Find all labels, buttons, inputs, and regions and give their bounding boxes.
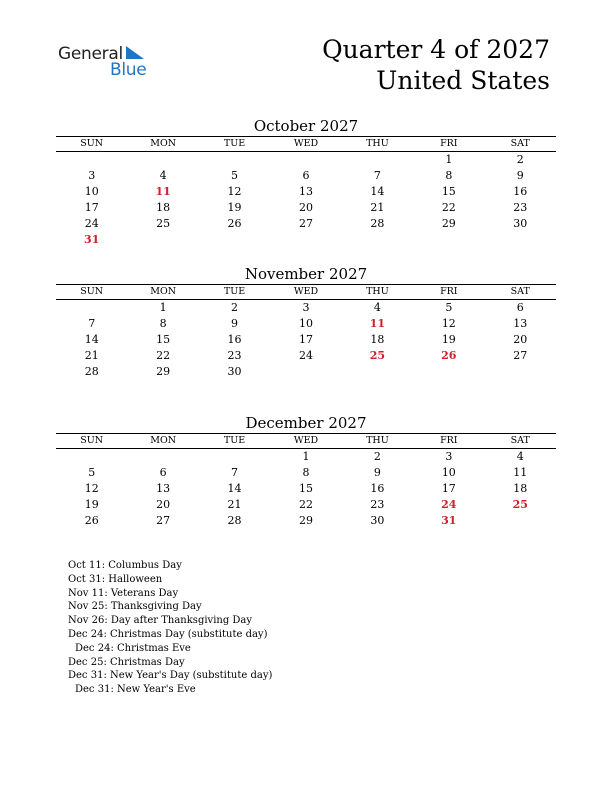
day-cell: 4 <box>159 169 167 182</box>
weekday-header: FRI <box>413 137 484 152</box>
day-cell <box>342 364 413 380</box>
day-cell: 7 <box>88 317 96 330</box>
day-cell: 21 <box>84 349 99 362</box>
day-cell: 22 <box>298 498 313 511</box>
calendar-grid <box>56 284 556 380</box>
logo-blue-text: Blue <box>110 60 147 80</box>
day-cell: 12 <box>227 185 242 198</box>
day-cell <box>56 449 127 466</box>
weekday-header: WED <box>270 285 341 300</box>
day-cell: 19 <box>441 333 456 346</box>
title-country: United States <box>376 66 550 95</box>
day-cell: 27 <box>298 217 313 230</box>
holiday-entry: Dec 24: Christmas Day (substitute day) <box>68 628 268 640</box>
day-cell: 20 <box>298 201 313 214</box>
day-cell: 18 <box>156 201 171 214</box>
day-cell: 4 <box>373 301 381 314</box>
day-cell <box>56 152 127 169</box>
day-cell: 6 <box>159 466 167 479</box>
week-row <box>56 465 556 481</box>
holiday-entry: Dec 31: New Year's Day (substitute day) <box>68 670 273 682</box>
weekday-header: SUN <box>56 434 127 449</box>
logo-triangle-icon <box>124 46 144 60</box>
day-cell <box>127 232 198 248</box>
day-cell: 23 <box>227 349 242 362</box>
day-cell: 30 <box>513 217 528 230</box>
holiday-day-cell: 31 <box>441 514 457 527</box>
day-cell: 5 <box>231 169 239 182</box>
holiday-day-cell: 25 <box>369 349 386 362</box>
weekday-header: SAT <box>485 137 556 152</box>
week-row <box>56 300 556 317</box>
day-cell: 17 <box>441 482 456 495</box>
day-cell <box>199 449 270 466</box>
weekday-header: MON <box>127 285 198 300</box>
weekday-header: FRI <box>413 434 484 449</box>
day-cell <box>270 364 341 380</box>
day-cell: 22 <box>441 201 456 214</box>
week-row <box>56 497 556 513</box>
holiday-entry: Dec 31: New Year's Eve <box>75 684 196 696</box>
holiday-entry: Oct 31: Halloween <box>68 573 163 585</box>
day-cell: 3 <box>302 301 310 314</box>
day-cell: 8 <box>159 317 167 330</box>
day-cell: 20 <box>156 498 171 511</box>
week-row <box>56 152 556 169</box>
day-cell: 5 <box>445 301 453 314</box>
day-cell: 23 <box>370 498 385 511</box>
day-cell <box>485 232 556 248</box>
day-cell <box>342 152 413 169</box>
day-cell: 30 <box>227 365 242 378</box>
holiday-entry: Dec 24: Christmas Eve <box>75 642 191 654</box>
day-cell: 1 <box>302 450 310 463</box>
day-cell <box>270 152 341 169</box>
day-cell: 11 <box>513 466 528 479</box>
holiday-day-cell: 11 <box>369 317 386 330</box>
weekday-header: SAT <box>485 285 556 300</box>
calendar-grid <box>56 136 556 248</box>
day-cell: 13 <box>298 185 313 198</box>
holiday-day-cell: 25 <box>512 498 528 511</box>
week-row <box>56 200 556 216</box>
holiday-list <box>68 559 272 697</box>
day-cell: 13 <box>156 482 171 495</box>
month-november <box>56 264 556 380</box>
day-cell: 5 <box>88 466 96 479</box>
day-cell: 25 <box>156 217 171 230</box>
day-cell: 17 <box>84 201 99 214</box>
day-cell: 12 <box>84 482 99 495</box>
week-row <box>56 332 556 348</box>
weekday-header: FRI <box>413 285 484 300</box>
day-cell: 14 <box>227 482 242 495</box>
day-cell: 3 <box>88 169 96 182</box>
day-cell: 16 <box>513 185 528 198</box>
day-cell: 10 <box>84 185 99 198</box>
day-cell: 2 <box>231 301 239 314</box>
month-october <box>56 116 556 248</box>
day-cell: 16 <box>227 333 242 346</box>
holiday-entry: Nov 26: Day after Thanksgiving Day <box>68 615 253 627</box>
day-cell: 19 <box>227 201 242 214</box>
day-cell <box>342 232 413 248</box>
day-cell: 7 <box>373 169 381 182</box>
day-cell: 24 <box>84 217 99 230</box>
day-cell: 1 <box>445 153 453 166</box>
weekday-header: TUE <box>199 285 270 300</box>
day-cell: 1 <box>159 301 167 314</box>
month-title: October 2027 <box>253 117 359 135</box>
logo-general-text: General <box>58 44 123 64</box>
day-cell: 13 <box>513 317 528 330</box>
month-title: November 2027 <box>244 265 368 283</box>
weekday-header: SAT <box>485 434 556 449</box>
day-cell: 16 <box>370 482 385 495</box>
day-cell: 29 <box>441 217 456 230</box>
weekday-header: SUN <box>56 137 127 152</box>
month-title: December 2027 <box>245 414 367 432</box>
day-cell: 12 <box>441 317 456 330</box>
day-cell: 2 <box>516 153 524 166</box>
day-cell: 10 <box>441 466 456 479</box>
day-cell: 29 <box>298 514 313 527</box>
holiday-day-cell: 26 <box>441 349 457 362</box>
holiday-entry: Dec 25: Christmas Day <box>68 656 185 668</box>
day-cell: 15 <box>441 185 456 198</box>
weekday-header: THU <box>342 137 413 152</box>
day-cell: 8 <box>302 466 310 479</box>
day-cell: 3 <box>445 450 453 463</box>
week-row <box>56 449 556 466</box>
week-row <box>56 168 556 184</box>
weekday-header: THU <box>342 434 413 449</box>
day-cell: 17 <box>298 333 313 346</box>
holiday-day-cell: 31 <box>84 233 100 246</box>
week-row <box>56 481 556 497</box>
day-cell <box>127 152 198 169</box>
day-cell: 28 <box>227 514 242 527</box>
day-cell <box>199 152 270 169</box>
day-cell: 15 <box>156 333 171 346</box>
day-cell: 10 <box>298 317 313 330</box>
day-cell: 22 <box>156 349 171 362</box>
day-cell: 14 <box>370 185 385 198</box>
weekday-header: WED <box>270 137 341 152</box>
day-cell: 27 <box>513 349 528 362</box>
day-cell: 2 <box>373 450 381 463</box>
week-row <box>56 348 556 364</box>
weekday-header: TUE <box>199 434 270 449</box>
holiday-entry: Nov 25: Thanksgiving Day <box>68 601 202 613</box>
day-cell: 14 <box>84 333 99 346</box>
day-cell <box>56 300 127 317</box>
weekday-header: MON <box>127 137 198 152</box>
day-cell <box>413 232 484 248</box>
week-row <box>56 316 556 332</box>
day-cell: 9 <box>516 169 524 182</box>
day-cell <box>199 232 270 248</box>
generalblue-logo <box>58 44 158 84</box>
calendar-grid <box>56 433 556 529</box>
month-december <box>56 413 556 529</box>
day-cell: 18 <box>370 333 385 346</box>
day-cell <box>413 364 484 380</box>
week-row <box>56 184 556 200</box>
week-row <box>56 513 556 529</box>
holiday-entry: Nov 11: Veterans Day <box>68 587 179 599</box>
day-cell: 6 <box>516 301 524 314</box>
page-title <box>322 34 550 96</box>
day-cell: 28 <box>370 217 385 230</box>
day-cell: 28 <box>84 365 99 378</box>
day-cell: 24 <box>298 349 313 362</box>
day-cell: 29 <box>156 365 171 378</box>
weekday-header: TUE <box>199 137 270 152</box>
day-cell <box>485 513 556 529</box>
week-row <box>56 232 556 248</box>
day-cell: 18 <box>513 482 528 495</box>
holiday-entry: Oct 11: Columbus Day <box>68 560 182 571</box>
day-cell: 30 <box>370 514 385 527</box>
day-cell: 9 <box>231 317 239 330</box>
day-cell: 26 <box>84 514 99 527</box>
day-cell: 27 <box>156 514 171 527</box>
day-cell: 26 <box>227 217 242 230</box>
weekday-header: SUN <box>56 285 127 300</box>
day-cell <box>270 232 341 248</box>
holiday-day-cell: 11 <box>155 185 171 198</box>
week-row <box>56 216 556 232</box>
day-cell <box>485 364 556 380</box>
title-quarter: Quarter 4 of 2027 <box>322 35 550 64</box>
weekday-header: THU <box>342 285 413 300</box>
day-cell: 7 <box>231 466 239 479</box>
day-cell: 23 <box>513 201 528 214</box>
day-cell: 15 <box>298 482 313 495</box>
holiday-day-cell: 24 <box>441 498 457 511</box>
day-cell: 4 <box>516 450 524 463</box>
day-cell: 20 <box>513 333 528 346</box>
week-row <box>56 364 556 380</box>
day-cell: 21 <box>370 201 385 214</box>
weekday-header: MON <box>127 434 198 449</box>
day-cell: 21 <box>227 498 242 511</box>
day-cell <box>127 449 198 466</box>
weekday-header: WED <box>270 434 341 449</box>
day-cell: 19 <box>84 498 99 511</box>
day-cell: 8 <box>445 169 453 182</box>
day-cell: 6 <box>302 169 310 182</box>
day-cell: 9 <box>373 466 381 479</box>
